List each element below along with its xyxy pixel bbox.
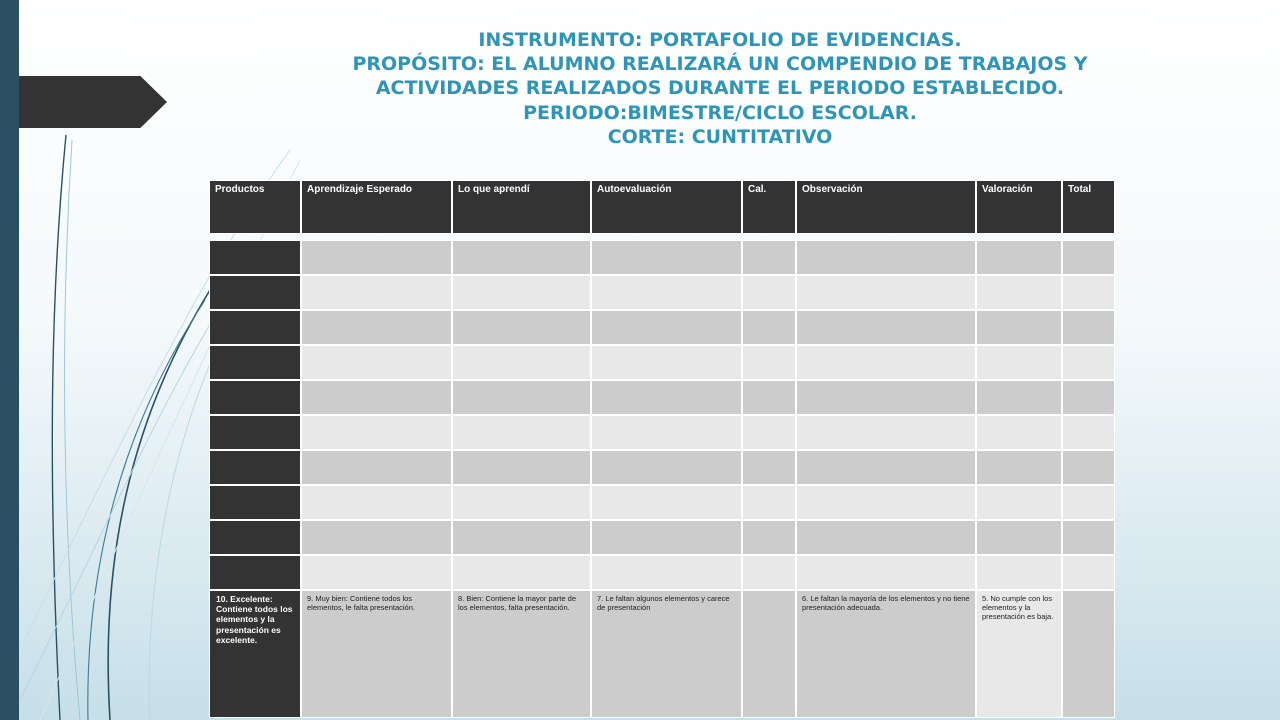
row-label-cell [209, 415, 301, 450]
table-cell [1062, 450, 1115, 485]
header-autoevaluacion: Autoevaluación [591, 180, 742, 234]
title-line-1: INSTRUMENTO: PORTAFOLIO DE EVIDENCIAS. [478, 29, 962, 51]
criteria-6: 6. Le faltan la mayoría de los elementos y no tiene presentación adecuada. [796, 590, 976, 718]
table-row [209, 520, 1115, 555]
table-cell [591, 345, 742, 380]
criteria-7: 7. Le faltan algunos elementos y carece de presentación [591, 590, 742, 718]
criteria-muy-bien: 9. Muy bien: Contiene todos los elementos, le falta presentación. [301, 590, 452, 718]
table-cell [301, 450, 452, 485]
table-cell [742, 520, 796, 555]
table-row [209, 450, 1115, 485]
criteria-5: 5. No cumple con los elementos y la presentación es baja. [976, 590, 1062, 718]
table-cell [742, 555, 796, 590]
table-cell [452, 520, 591, 555]
table-cell [742, 240, 796, 275]
table-cell [742, 380, 796, 415]
table-row [209, 240, 1115, 275]
table-cell [796, 520, 976, 555]
header-aprendizaje-esperado: Aprendizaje Esperado [301, 180, 452, 234]
table-row [209, 380, 1115, 415]
row-label-cell [209, 275, 301, 310]
table-cell [301, 240, 452, 275]
criteria-empty-total [1062, 590, 1115, 718]
table-cell [1062, 485, 1115, 520]
table-cell [796, 275, 976, 310]
table-cell [301, 380, 452, 415]
table-cell [301, 310, 452, 345]
header-observacion: Observación [796, 180, 976, 234]
table-cell [1062, 380, 1115, 415]
left-accent-bar [0, 0, 19, 720]
table-cell [452, 450, 591, 485]
criteria-row [209, 590, 1115, 718]
table-cell [452, 240, 591, 275]
table-cell [301, 485, 452, 520]
table-cell [452, 380, 591, 415]
table-cell [452, 485, 591, 520]
table-cell [1062, 415, 1115, 450]
table-cell [796, 240, 976, 275]
table-cell [452, 345, 591, 380]
title-line-5: CORTE: CUNTITATIVO [607, 125, 833, 148]
table-cell [1062, 555, 1115, 590]
table-cell [591, 450, 742, 485]
table-cell [796, 485, 976, 520]
table-cell [591, 520, 742, 555]
title-line-3: ACTIVIDADES REALIZADOS DURANTE EL PERIODO ESTABLECIDO. [375, 77, 1065, 100]
table-cell [796, 415, 976, 450]
row-label-cell [209, 310, 301, 345]
header-cal: Cal. [742, 180, 796, 234]
table-cell [301, 555, 452, 590]
table-cell [452, 275, 591, 310]
table-cell [591, 415, 742, 450]
title-line-4: PERIODO:BIMESTRE/CICLO ESCOLAR. [523, 101, 917, 124]
table-cell [976, 275, 1062, 310]
row-label-cell [209, 240, 301, 275]
table-cell [976, 240, 1062, 275]
table-cell [742, 485, 796, 520]
header-lo-que-aprendi: Lo que aprendí [452, 180, 591, 234]
table-cell [1062, 240, 1115, 275]
criteria-excelente: 10. Excelente: Contiene todos los elementos y la presentación es excelente. [209, 590, 301, 718]
criteria-bien: 8. Bien: Contiene la mayor parte de los elementos, falta presentación. [452, 590, 591, 718]
table-cell [742, 415, 796, 450]
table-row [209, 555, 1115, 590]
criteria-empty-cal [742, 590, 796, 718]
table-cell [452, 555, 591, 590]
table-header-row [209, 180, 1115, 234]
arrow-tab-decoration [19, 76, 167, 128]
evidence-portfolio-table [209, 180, 1115, 718]
table-cell [1062, 310, 1115, 345]
table-row [209, 310, 1115, 345]
row-label-cell [209, 555, 301, 590]
table-cell [796, 380, 976, 415]
table-cell [452, 415, 591, 450]
table-cell [591, 380, 742, 415]
table-cell [1062, 275, 1115, 310]
header-total: Total [1062, 180, 1115, 234]
row-label-cell [209, 485, 301, 520]
row-label-cell [209, 450, 301, 485]
table-cell [1062, 520, 1115, 555]
table-cell [796, 310, 976, 345]
header-productos: Productos [209, 180, 301, 234]
table-cell [301, 520, 452, 555]
title-line-2: PROPÓSITO: EL ALUMNO REALIZARÁ UN COMPENDIO DE TRABAJOS Y [352, 53, 1088, 76]
table-cell [742, 310, 796, 345]
table-cell [591, 310, 742, 345]
table-cell [976, 520, 1062, 555]
table-cell [976, 485, 1062, 520]
slide-title [190, 28, 1250, 149]
table-row [209, 345, 1115, 380]
table-row [209, 485, 1115, 520]
table-cell [976, 415, 1062, 450]
table-cell [796, 555, 976, 590]
table-cell [301, 345, 452, 380]
table-cell [976, 310, 1062, 345]
table-cell [301, 275, 452, 310]
table-cell [452, 310, 591, 345]
row-label-cell [209, 520, 301, 555]
table-cell [301, 415, 452, 450]
table-cell [591, 275, 742, 310]
table-cell [1062, 345, 1115, 380]
table-cell [976, 345, 1062, 380]
row-label-cell [209, 380, 301, 415]
table-cell [591, 240, 742, 275]
table-cell [976, 450, 1062, 485]
table-cell [591, 485, 742, 520]
table-row [209, 275, 1115, 310]
table-cell [796, 345, 976, 380]
table-cell [591, 555, 742, 590]
table-cell [796, 450, 976, 485]
table-row [209, 415, 1115, 450]
row-label-cell [209, 345, 301, 380]
table-cell [742, 450, 796, 485]
header-valoracion: Valoración [976, 180, 1062, 234]
table-cell [976, 380, 1062, 415]
table-cell [742, 345, 796, 380]
table-cell [976, 555, 1062, 590]
table-cell [742, 275, 796, 310]
